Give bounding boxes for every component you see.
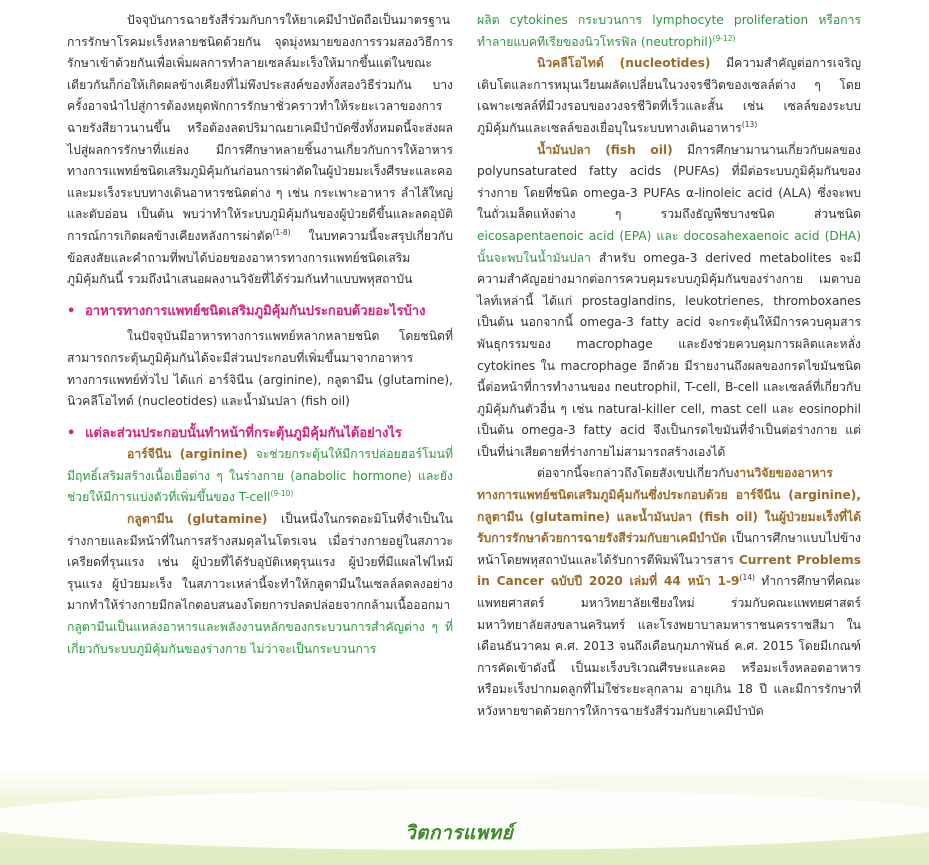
intro-text: ปัจจุบันการฉายรังสีร่วมกับการให้ยาเคมีบำบัดถือเป็นมาตรฐานการรักษาโรคมะเร็งหลายชนิดด้วยกัน จุดมุ่งหมายของการรวมสองวิธีการรักษาเข้าด้วยกันเพื่อเพิ่มผลการทำลายเซลล์มะเร็งให้มากขึ้นแต่ในขณะเดียวกันก็ก่อให้เกิดผลข้างเคียงที่ไม่พึงประสงค์ของทั้งสองวิธีร่วมกัน บางครั้งอาจนำไปสู่การต้องหยุดพักการรักษาชั่วคราวทำให้ระยะเวลาของการฉายรังสียาวนานขึ้น หรือต้องลดปริมาณยาเคมีบำบัดซึ่งทั้งหมดนี้จะส่งผลไปสู่ผลการรักษาที่แย่ลง มีการศึกษาหลายชิ้นงานเกี่ยวกับการให้อาหารทางการแพทย์ชนิดเสริมภูมิคุ้มกันก่อนการผ่าตัดในผู้ป่วยมะเร็งศีรษะและคอ และมะเร็งระบบทางเดินอาหารชนิดต่าง ๆ เช่น กระเพาะอาหาร ลำไส้ใหญ่ และตับอ่อน เป็นต้น พบว่าทำให้ระบบภูมิคุ้มกันของผู้ป่วยดีขึ้นและลดอุบัติการณ์การเกิดผลข้างเคียงหลังการผ่าตัด (67, 13, 453, 243)
research-text: เป็นการศึกษาแบบไปข้างหน้าโดยพหุสถาบันและได้รับการตีพิมพ์ในวารสาร (477, 531, 861, 567)
section-heading-mechanism (67, 423, 453, 445)
research-highlight: งานวิจัยของอาหารทางการแพทย์ชนิดเสริมภูมิคุ้มกันซึ่งประกอบด้วย อาร์จีนีน (arginine), กลูตามีน (glutamine) และน้ำมันปลา (fish oil) ในผู้ป่วยมะเร็งที่ได้รับการรักษาด้วยการฉายรังสีร่วมกับยาเคมีบำบัด (477, 466, 861, 546)
fish-oil-text-cont: สำหรับ omega-3 derived metabolites จะมีความสำคัญอย่างมากต่อการควบคุมระบบภูมิคุ้มกันของร่างกาย เมตาบอไลท์เหล่านี้ ได้แก่ prostaglandins, leukotrienes, thromboxanes เป็นต้น นอกจากนี้ omega-3 fatty acid จะกระตุ้นให้มีการควบคุมสารพันธุกรรมของ macrophage และยังช่วยควบคุมการผลิตและหลั่ง cytokines ใน macrophage อีกด้วย มีรายงานถึงผลของกรดไขมันชนิดนี้ต่อหน้าที่การทำงานของ neutrophil, T-cell, B-cell และเซลล์ที่เกี่ยวกับภูมิคุ้มกันตัวอื่น ๆ เช่น natural-killer cell, mast cell และ eosinophil เป็นต้น omega-3 fatty acid จึงเป็นกรดไขมันที่จำเป็นต่อร่างกาย แต่เป็นที่น่าเสียดายที่ร่างกายไม่สามารถสร้างเองได้ (477, 250, 861, 459)
citation: (14) (739, 573, 755, 583)
arginine-text: จะช่วยกระตุ้นให้มีการปล่อยฮอร์โมนที่มีฤทธิ์เสริมสร้างเนื้อเยื่อต่าง ๆ ในร่างกาย (anabolic hormone) และยังช่วยให้มีการแบ่งตัวที่เพิ่มขึ้นของ T-cell (67, 447, 453, 505)
fish-oil-paragraph (477, 140, 861, 464)
fish-oil-highlight: eicosapentaenoic acid (EPA) และ docosahexaenoic acid (DHA) นั้นจะพบในน้ำมันปลา (477, 228, 861, 265)
citation: (9-10) (270, 489, 294, 499)
intro-paragraph (67, 10, 453, 291)
research-paragraph (477, 463, 861, 722)
section-heading-components (67, 301, 453, 323)
fish-oil-text: มีการศึกษามานานเกี่ยวกับผลของ polyunsaturated fatty acids (PUFAs) ที่มีต่อระบบภูมิคุ้มกันของร่างกาย โดยที่ชนิด omega-3 PUFAs α-linoleic acid (ALA) ซึ่งจะพบในถั่วเมล็ดแห้งต่าง ๆ รวมถึงธัญพืชบางชนิด ส่วนชนิด (477, 142, 861, 222)
term-fish-oil: น้ำมันปลา (fish oil) (537, 142, 673, 157)
glutamine-highlight: กลูตามีนเป็นแหล่งอาหารและพลังงานหลักของกระบวนการสำคัญต่าง ๆ ที่เกี่ยวกับระบบภูมิคุ้มกันของร่างกาย ไม่ว่าจะเป็นกระบวนการ (67, 620, 453, 656)
research-text-cont: ทำการศึกษาที่คณะแพทยศาสตร์ มหาวิทยาลัยเชียงใหม่ ร่วมกับคณะแพทยศาสตร์มหาวิทยาลัยสงขลานครินทร์ และโรงพยาบาลมหาราชนครราชสีมา ในเดือนธันวาคม ค.ศ. 2013 จนถึงเดือนกุมภาพันธ์ ค.ศ. 2015 โดยมีเกณฑ์การคัดเข้าดังนี้ เป็นมะเร็งบริเวณศีรษะและคอ หรือมะเร็งหลอดอาหาร หรือมะเร็งปากมดลูกที่ไม่ใช่ระยะลุกลาม อายุเกิน 18 ปี และมีการรักษาที่หวังหายขาดด้วยการให้การฉายรังสีร่วมกับยาเคมีบำบัด (477, 574, 861, 718)
intro-text-cont: ในบทความนี้จะสรุปเกี่ยวกับข้อสงสัยและคำถามที่พบได้บ่อยของอาหารทางการแพทย์ชนิดเสริมภูมิคุ้มกันนี้ รวมถึงนำเสนอผลงานวิจัยที่ได้ร่วมกันทำแบบพหุสถาบัน (67, 228, 453, 287)
glutamine-paragraph (67, 509, 453, 660)
continuation-paragraph (477, 10, 861, 53)
left-column (67, 10, 453, 660)
nucleotides-paragraph (477, 53, 861, 139)
components-text: ในปัจจุบันมีอาหารทางการแพทย์หลากหลายชนิด โดยชนิดที่สามารถกระตุ้นภูมิคุ้มกันได้จะมีส่วนประกอบที่เพิ่มขึ้นมาจากอาหารทางการแพทย์ทั่วไป ได้แก่ อาร์จินีน (arginine), กลูตามีน (glutamine), นิวคลีโอไทด์ (nucleotides) และน้ำมันปลา (fish oil) (67, 329, 453, 409)
heading-text: อาหารทางการแพทย์ชนิดเสริมภูมิคุ้มกันประกอบด้วยอะไรบ้าง (85, 303, 426, 319)
nucleotides-text: มีความสำคัญต่อการเจริญเติบโตและการหมุนเวียนผลัดเปลี่ยนในวงจรชีวิตของเซลล์ต่าง ๆ โดยเฉพาะเซลล์ที่มีวงรอบของวงจรชีวิตที่เร็วและสั้น เช่น เซลล์ของระบบภูมิคุ้มกันและเซลล์ของเยื่อบุในระบบทางเดินอาหาร (477, 56, 862, 135)
citation: (9-12) (712, 33, 736, 43)
components-paragraph (67, 326, 453, 412)
term-arginine: อาร์จีนีน (arginine) (127, 447, 248, 462)
continuation-text: ผลิต cytokines กระบวนการ lymphocyte proliferation หรือการทำลายแบคทีเรียของนิวโทรฟิล (neutrophil) (477, 13, 861, 49)
bullet-icon: • (67, 425, 76, 441)
term-nucleotides: นิวคลีโอไทด์ (nucleotides) (537, 56, 711, 71)
glutamine-text: เป็นหนึ่งในกรดอะมิโนที่จำเป็นในร่างกายและมีหน้าที่ในการสร้างสมดุลไนโตรเจน เมื่อร่างกายอยู่ในสภาวะเครียดที่รุนแรง เช่น ผู้ป่วยที่ได้รับอุบัติเหตุรุนแรง ผู้ป่วยที่มีแผลไฟไหม้รุนแรง ผู้ป่วยมะเร็ง ในสภาวะเหล่านี้จะทำให้กลูตามีนในเซลล์ลดลงอย่างมากทำให้ร่างกายมีกลไกตอบสนองโดยการปลดปล่อยจากกล้ามเนื้อออกมา (67, 512, 453, 613)
term-glutamine: กลูตามีน (glutamine) (127, 512, 268, 527)
journal-citation: Current Problems in Cancer ฉบับปี 2020 เล่มที่ 44 หน้า 1-9 (477, 552, 861, 589)
brand-logo: วิตการแพทย์ (405, 822, 514, 844)
citation: (13) (741, 119, 758, 129)
research-lead: ต่อจากนี้จะกล่าวถึงโดยสังเขปเกี่ยวกับ (537, 466, 734, 481)
arginine-paragraph (67, 444, 453, 509)
heading-text: แต่ละส่วนประกอบนั้นทำหน้าที่กระตุ้นภูมิคุ้มกันได้อย่างไร (85, 425, 402, 441)
right-column (477, 10, 861, 723)
bullet-icon: • (67, 303, 76, 319)
citation: (1-8) (272, 227, 291, 237)
